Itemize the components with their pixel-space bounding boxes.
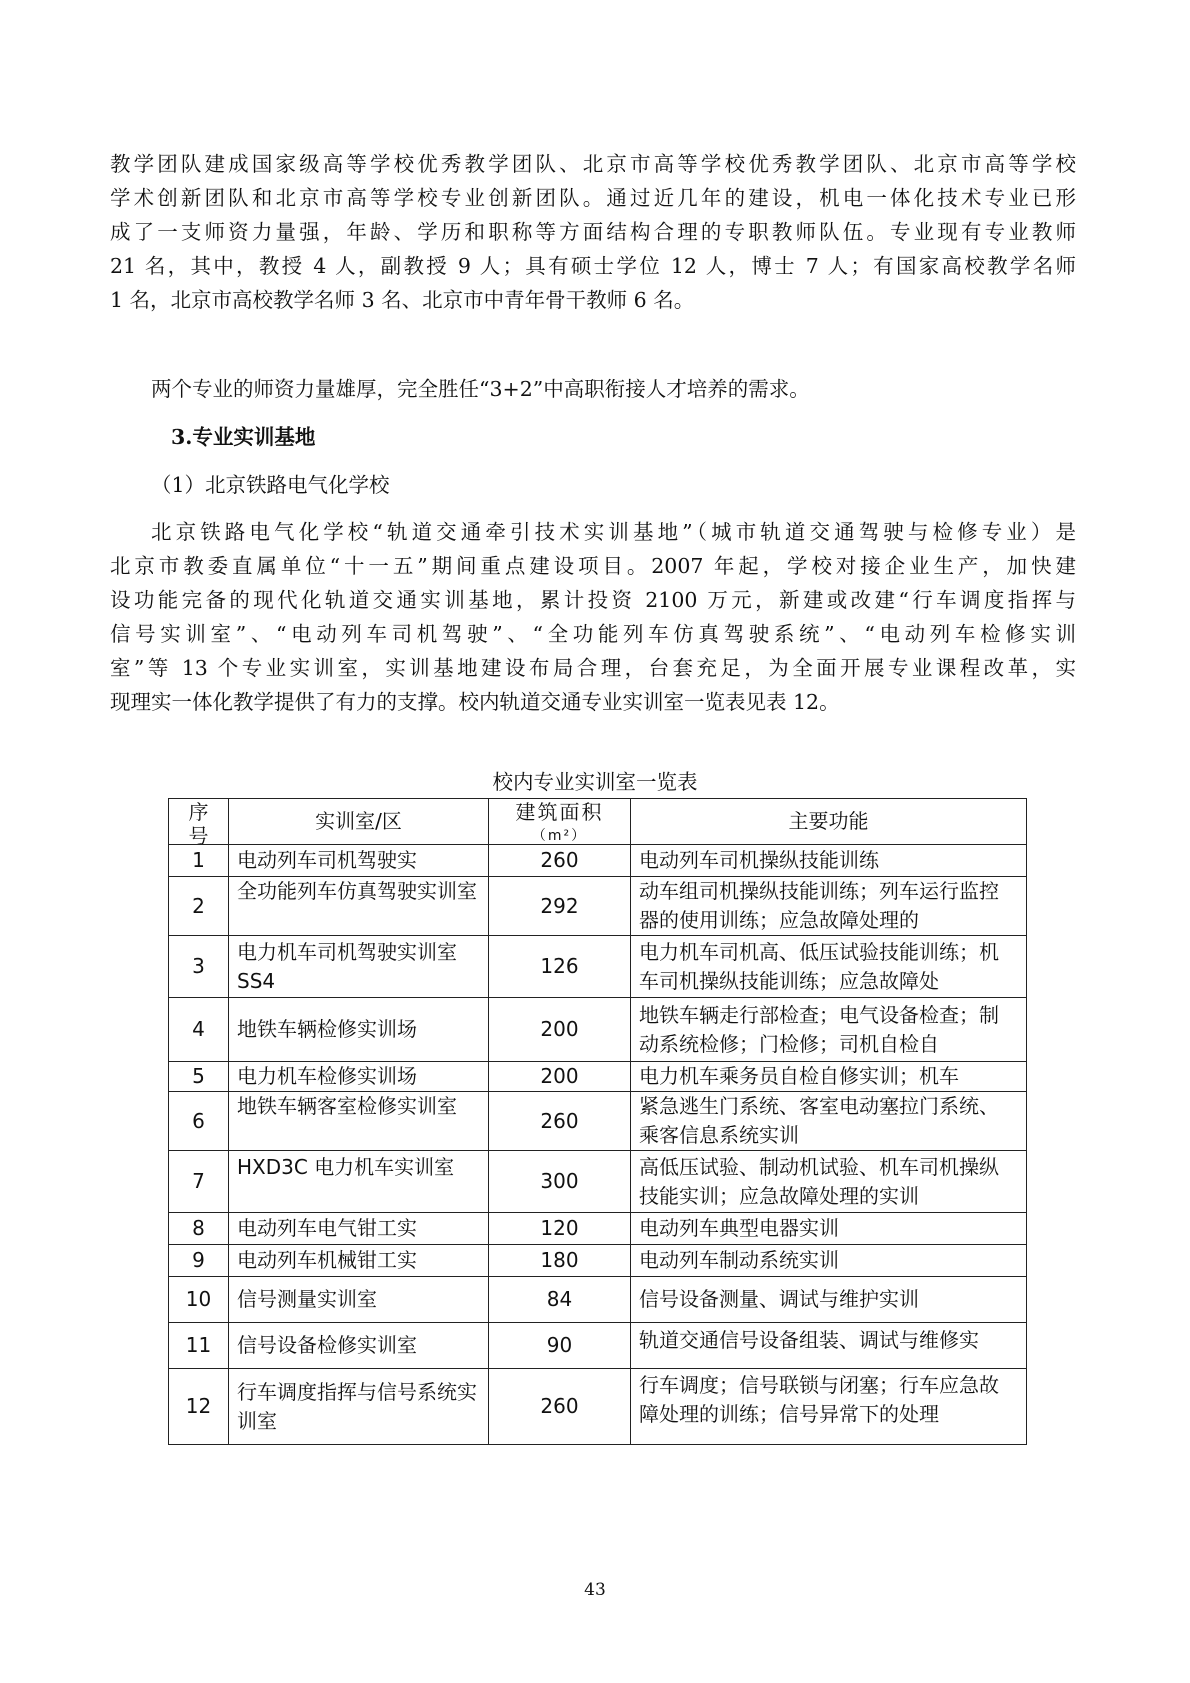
row-function: 紧急逃生门系统、客室电动塞拉门系统、乘客信息系统实训 bbox=[631, 1092, 1027, 1151]
row-number: 11 bbox=[169, 1323, 229, 1369]
row-area: 180 bbox=[489, 1245, 631, 1277]
table-row bbox=[169, 1369, 1027, 1445]
row-number: 9 bbox=[169, 1245, 229, 1277]
row-function: 行车调度；信号联锁与闭塞；行车应急故障处理的训练；信号异常下的处理 bbox=[631, 1369, 1027, 1445]
header-room: 实训室/区 bbox=[229, 799, 489, 845]
text-line: 信号实训室”、“电动列车司机驾驶”、“全功能列车仿真驾驶系统”、“电动列车检修实训 bbox=[110, 622, 1076, 646]
text-line: 成了一支师资力量强，年龄、学历和职称等方面结构合理的专职教师队伍。专业现有专业教师 bbox=[110, 220, 1076, 244]
row-function: 高低压试验、制动机试验、机车司机操纵技能实训；应急故障处理的实训 bbox=[631, 1151, 1027, 1213]
table-header-row bbox=[169, 799, 1027, 845]
intro-paragraph bbox=[110, 147, 1076, 317]
text-line: 北京铁路电气化学校“轨道交通牵引技术实训基地”（城市轨道交通驾驶与检修专业）是 bbox=[151, 520, 1076, 544]
header-area-line1: 建筑面积 bbox=[515, 799, 604, 824]
section-heading: 3.专业实训基地 bbox=[171, 425, 316, 449]
row-room: 信号测量实训室 bbox=[229, 1277, 489, 1323]
row-number: 4 bbox=[169, 998, 229, 1062]
row-number: 6 bbox=[169, 1092, 229, 1151]
header-seq-line1: 序 bbox=[188, 799, 209, 824]
text-line: 21 名，其中，教授 4 人，副教授 9 人；具有硕士学位 12 人，博士 7 人；有国家高校教学名师 bbox=[110, 254, 1076, 278]
row-room: HXD3C 电力机车实训室 bbox=[229, 1151, 489, 1213]
row-function: 电力机车司机高、低压试验技能训练；机车司机操纵技能训练；应急故障处 bbox=[631, 936, 1027, 998]
table-row bbox=[169, 1151, 1027, 1213]
summary-line: 两个专业的师资力量雄厚，完全胜任“3+2”中高职衔接人才培养的需求。 bbox=[151, 377, 810, 401]
table-row bbox=[169, 1213, 1027, 1245]
row-number: 12 bbox=[169, 1369, 229, 1445]
subsection-title: （1）北京铁路电气化学校 bbox=[151, 473, 390, 497]
row-room: 信号设备检修实训室 bbox=[229, 1323, 489, 1369]
row-room: 行车调度指挥与信号系统实训室 bbox=[229, 1369, 489, 1445]
row-room: 电力机车司机驾驶实训室 SS4 bbox=[229, 936, 489, 998]
table-caption: 校内专业实训室一览表 bbox=[492, 770, 698, 794]
page-number: 43 bbox=[584, 1580, 606, 1600]
row-room: 电动列车司机驾驶实 bbox=[229, 845, 489, 877]
table-row bbox=[169, 998, 1027, 1062]
row-area: 260 bbox=[489, 1092, 631, 1151]
row-area: 200 bbox=[489, 998, 631, 1062]
text-line: 教学团队建成国家级高等学校优秀教学团队、北京市高等学校优秀教学团队、北京市高等学校 bbox=[110, 152, 1076, 176]
text-line: 现理实一体化教学提供了有力的支撑。校内轨道交通专业实训室一览表见表 12。 bbox=[110, 690, 840, 714]
row-function: 电动列车司机操纵技能训练 bbox=[631, 845, 1027, 877]
header-area-line2: （m²） bbox=[531, 827, 588, 844]
row-area: 300 bbox=[489, 1151, 631, 1213]
row-function: 电动列车典型电器实训 bbox=[631, 1213, 1027, 1245]
row-function: 轨道交通信号设备组装、调试与维修实 bbox=[631, 1323, 1027, 1369]
row-number: 3 bbox=[169, 936, 229, 998]
row-room: 地铁车辆检修实训场 bbox=[229, 998, 489, 1062]
row-area: 90 bbox=[489, 1323, 631, 1369]
row-number: 5 bbox=[169, 1062, 229, 1092]
row-number: 8 bbox=[169, 1213, 229, 1245]
text-line: 北京市教委直属单位“十一五”期间重点建设项目。2007 年起，学校对接企业生产，加快建 bbox=[110, 554, 1076, 578]
text-line: 学术创新团队和北京市高等学校专业创新团队。通过近几年的建设，机电一体化技术专业已形 bbox=[110, 186, 1076, 210]
table-row bbox=[169, 877, 1027, 936]
row-area: 126 bbox=[489, 936, 631, 998]
row-function: 动车组司机操纵技能训练；列车运行监控器的使用训练；应急故障处理的 bbox=[631, 877, 1027, 936]
row-number: 2 bbox=[169, 877, 229, 936]
body-paragraph bbox=[110, 515, 1076, 719]
row-area: 260 bbox=[489, 845, 631, 877]
row-area: 84 bbox=[489, 1277, 631, 1323]
table-row bbox=[169, 845, 1027, 877]
row-room: 电力机车检修实训场 bbox=[229, 1062, 489, 1092]
row-room: 地铁车辆客室检修实训室 bbox=[229, 1092, 489, 1151]
header-function: 主要功能 bbox=[631, 799, 1027, 845]
row-room: 全功能列车仿真驾驶实训室 bbox=[229, 877, 489, 936]
row-area: 200 bbox=[489, 1062, 631, 1092]
row-number: 7 bbox=[169, 1151, 229, 1213]
row-number: 1 bbox=[169, 845, 229, 877]
row-room: 电动列车机械钳工实 bbox=[229, 1245, 489, 1277]
row-function: 电动列车制动系统实训 bbox=[631, 1245, 1027, 1277]
header-seq bbox=[169, 799, 229, 845]
text-line: 设功能完备的现代化轨道交通实训基地，累计投资 2100 万元，新建或改建“行车调度指挥与 bbox=[110, 588, 1076, 612]
row-area: 260 bbox=[489, 1369, 631, 1445]
text-line: 室”等 13 个专业实训室，实训基地建设布局合理，台套充足，为全面开展专业课程改革，实 bbox=[110, 656, 1076, 680]
row-area: 292 bbox=[489, 877, 631, 936]
table-row bbox=[169, 1062, 1027, 1092]
row-function: 地铁车辆走行部检查；电气设备检查；制动系统检修；门检修；司机自检自 bbox=[631, 998, 1027, 1062]
row-number: 10 bbox=[169, 1277, 229, 1323]
row-function: 信号设备测量、调试与维护实训 bbox=[631, 1277, 1027, 1323]
table-row bbox=[169, 1277, 1027, 1323]
training-room-table bbox=[168, 798, 1027, 1445]
row-room: 电动列车电气钳工实 bbox=[229, 1213, 489, 1245]
table-row bbox=[169, 1092, 1027, 1151]
row-function: 电力机车乘务员自检自修实训；机车 bbox=[631, 1062, 1027, 1092]
row-area: 120 bbox=[489, 1213, 631, 1245]
table-row bbox=[169, 1245, 1027, 1277]
text-line: 1 名，北京市高校教学名师 3 名、北京市中青年骨干教师 6 名。 bbox=[110, 288, 695, 312]
header-seq-line2: 号 bbox=[188, 823, 209, 844]
table-row bbox=[169, 1323, 1027, 1369]
table-row bbox=[169, 936, 1027, 998]
header-area bbox=[489, 799, 631, 845]
